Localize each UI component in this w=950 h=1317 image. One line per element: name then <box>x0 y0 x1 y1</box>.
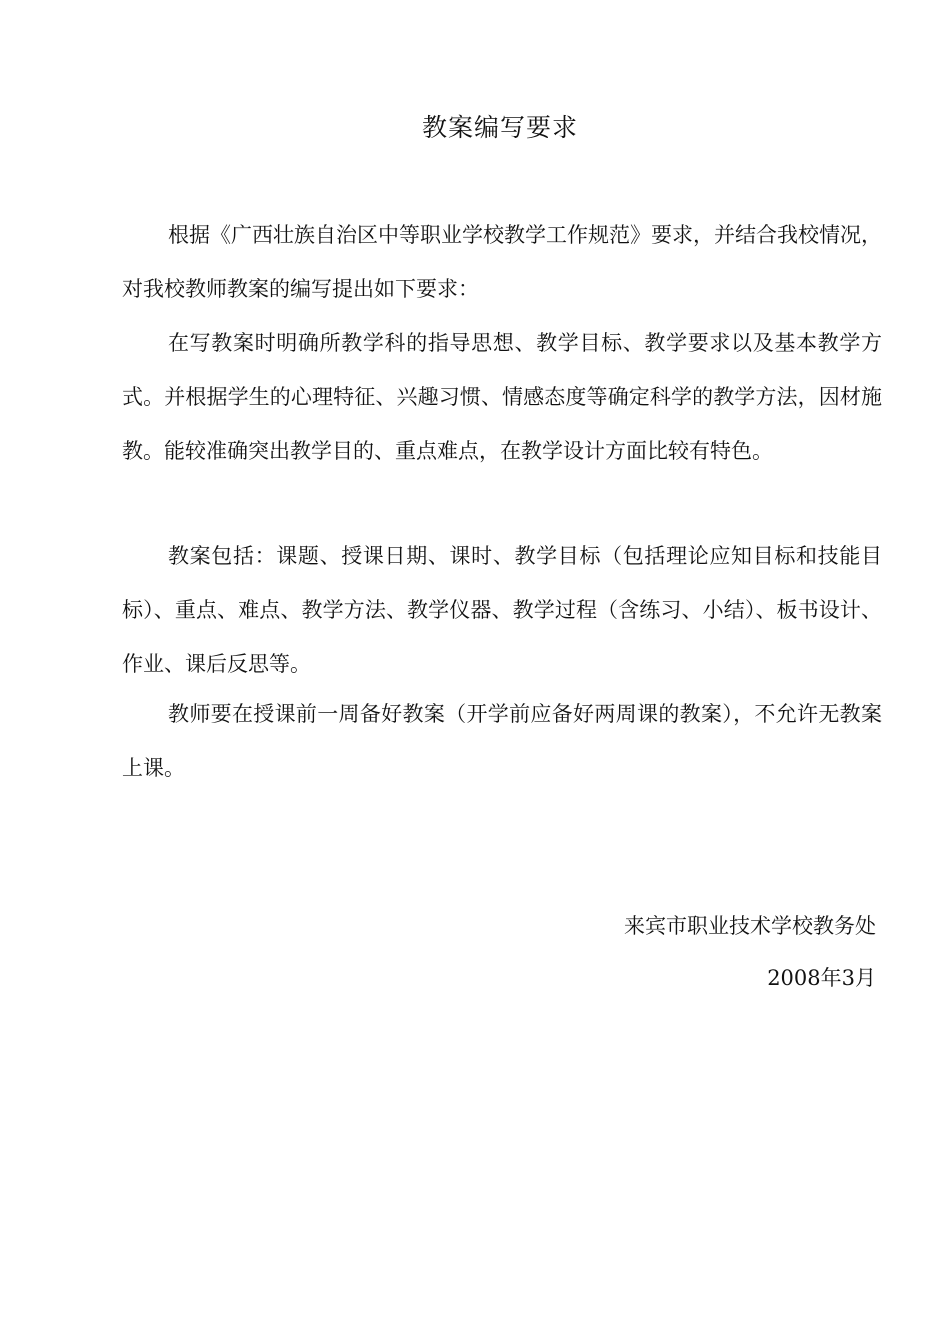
paragraph-plan-contents: 教案包括：课题、授课日期、课时、教学目标（包括理论应知目标和技能目标）、重点、难点、教学方法、教学仪器、教学过程（含练习、小结）、板书设计、作业、课后反思等。 <box>122 544 882 676</box>
document-title: 教案编写要求 <box>421 113 578 142</box>
paragraph-teaching-guidance: 在写教案时明确所教学科的指导思想、教学目标、教学要求以及基本教学方式。并根据学生的心理特征、兴趣习惯、情感态度等确定科学的教学方法，因材施教。能较准确突出教学目的、重点难点，在教学设计方面比较有特色。 <box>122 331 882 463</box>
signature-organization: 来宾市职业技术学校教务处 <box>624 914 876 938</box>
paragraph-intro: 根据《广西壮族自治区中等职业学校教学工作规范》要求，并结合我校情况，对我校教师教案的编写提出如下要求： <box>122 223 882 301</box>
paragraph-preparation-deadline: 教师要在授课前一周备好教案（开学前应备好两周课的教案），不允许无教案上课。 <box>122 702 882 780</box>
signature-date: 2008年3月 <box>767 966 876 990</box>
